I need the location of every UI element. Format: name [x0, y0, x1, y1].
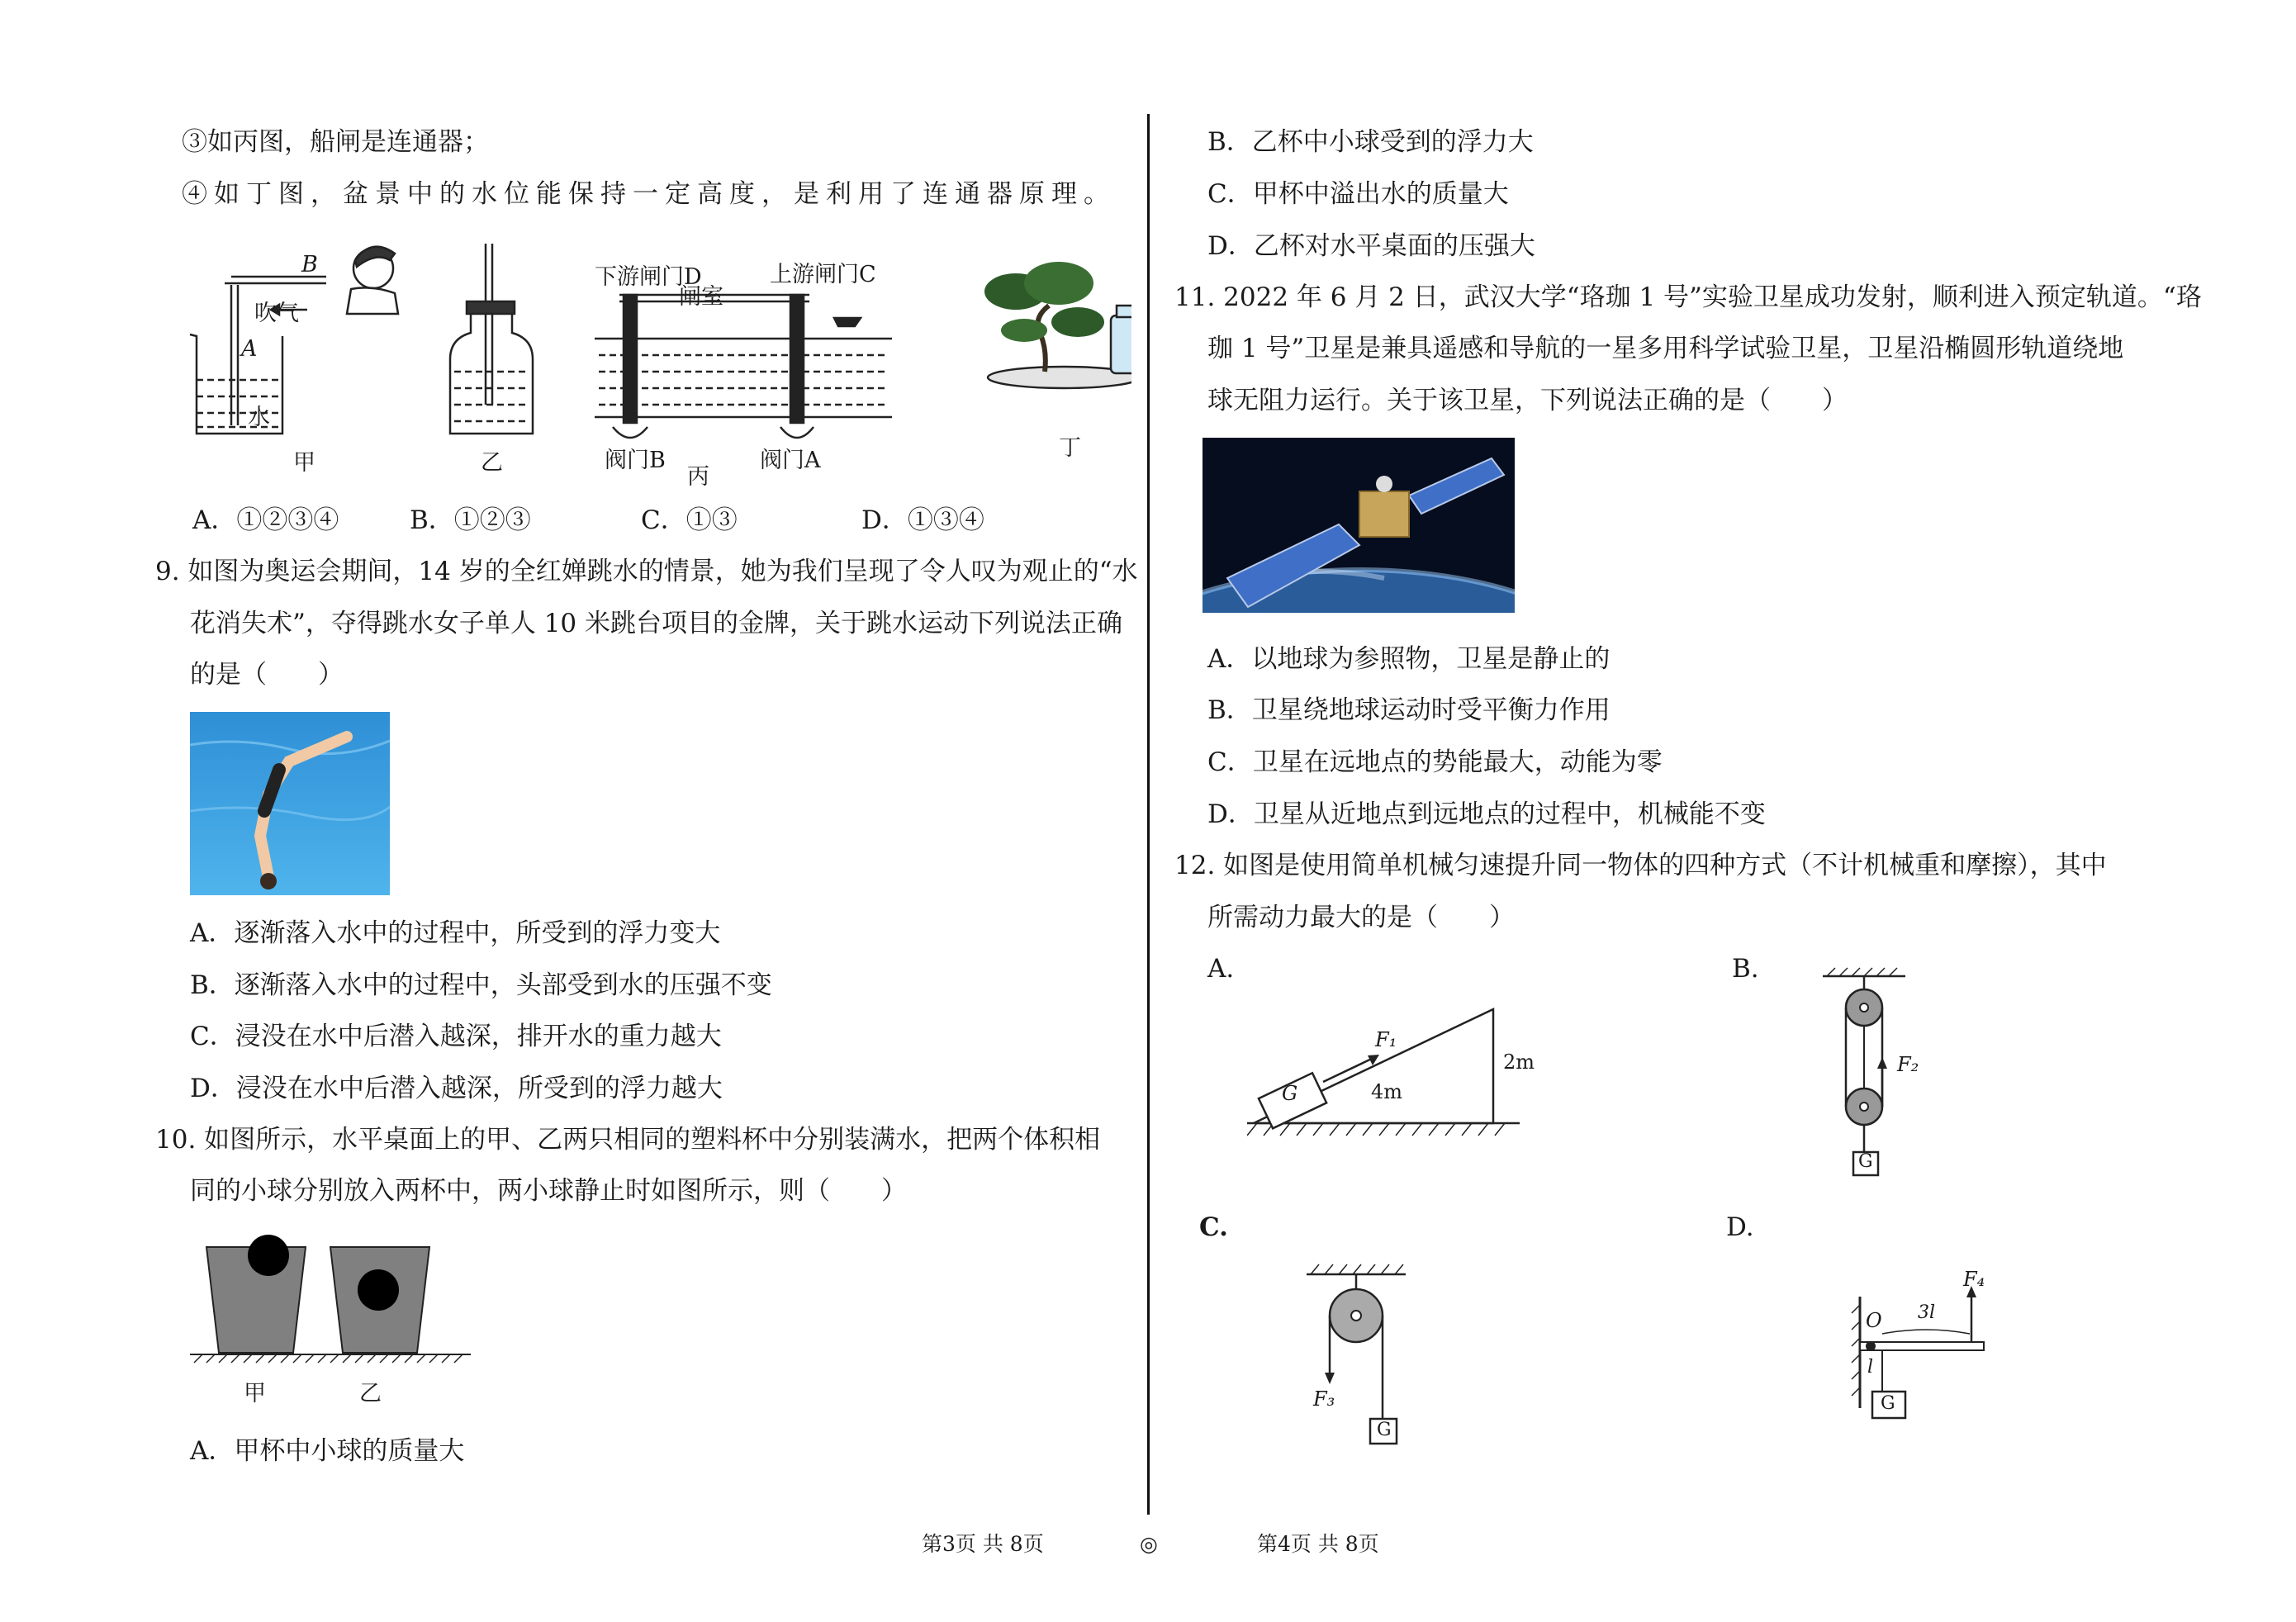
fixed-pulley-force-f3: F₃ — [1313, 1387, 1335, 1411]
incline-g: G — [1282, 1082, 1298, 1105]
satellite-photo — [1203, 438, 1515, 613]
q11-line-1: 11. 2022 年 6 月 2 日，武汉大学“珞珈 1 号”实验卫星成功发射，顺利进入预定轨道。“珞 — [1174, 282, 2202, 312]
q12-line-1: 12. 如图是使用简单机械匀速提升同一物体的四种方式（不计机械重和摩擦），其中 — [1174, 851, 2107, 880]
fig-bing-valve-a: 阀门A — [760, 448, 821, 473]
q12-line-2: 所需动力最大的是（ ） — [1207, 903, 1515, 932]
lever-short-arm: l — [1867, 1357, 1874, 1378]
q10-line-1: 10. 如图所示，水平桌面上的甲、乙两只相同的塑料杯中分别装满水，把两个体积相 — [155, 1125, 1101, 1155]
q12-label-b: B. — [1732, 954, 1759, 984]
q11-option-c: C．卫星在远地点的势能最大，动能为零 — [1207, 747, 1663, 777]
fig-bing-downstream: 下游闸门D — [595, 264, 702, 290]
pulley-block-figure — [1819, 966, 1959, 1198]
fig-jia-label-a: A — [241, 336, 258, 362]
lever-figure — [1848, 1268, 2013, 1429]
q9-option-d: D．浸没在水中后潜入越深，所受到的浮力越大 — [190, 1074, 723, 1103]
figure-yi — [450, 244, 533, 434]
q9-option-c: C．浸没在水中后潜入越深，排开水的重力越大 — [190, 1022, 722, 1051]
q9-option-b: B．逐渐落入水中的过程中，头部受到水的压强不变 — [190, 970, 772, 1000]
q8-item-3: ③如丙图，船闸是连通器； — [182, 127, 489, 157]
q11-line-2: 珈 1 号”卫星是兼具遥感和导航的一星多用科学试验卫星，卫星沿椭圆形轨道绕地 — [1207, 334, 2124, 363]
incline-slope-length: 4m — [1371, 1080, 1403, 1103]
fig-bing-chamber: 闸室 — [679, 284, 723, 310]
fig-caption-yi: 乙 — [481, 450, 503, 476]
lever-pivot-o: O — [1866, 1309, 1882, 1332]
cup-caption-jia: 甲 — [244, 1381, 266, 1406]
fig-caption-bing: 丙 — [687, 464, 709, 490]
q10-option-c: C．甲杯中溢出水的质量大 — [1207, 179, 1509, 209]
q9-line-1: 9. 如图为奥运会期间，14 岁的全红婵跳水的情景，她为我们呈现了令人叹为观止的“水 — [155, 557, 1138, 586]
incline-figure — [1247, 999, 1544, 1144]
q10-line-2: 同的小球分别放入两杯中，两小球静止时如图所示，则（ ） — [190, 1176, 907, 1206]
pulley-block-force-f2: F₂ — [1897, 1053, 1919, 1076]
figure-ding — [984, 262, 1131, 388]
q12-label-a: A. — [1207, 954, 1235, 984]
q11-option-a: A．以地球为参照物，卫星是静止的 — [1207, 644, 1611, 674]
footer-left-page: 第3页 共 8页 — [922, 1532, 1044, 1556]
q12-label-d: D. — [1726, 1212, 1754, 1242]
q9-line-2: 花消失术”，夺得跳水女子单人 10 米跳台项目的金牌，关于跳水运动下列说法正确 — [190, 609, 1122, 638]
q9-option-a: A．逐渐落入水中的过程中，所受到的浮力变大 — [190, 918, 721, 948]
fig-jia-label-water: 水 — [248, 405, 270, 430]
incline-force-f1: F₁ — [1375, 1028, 1397, 1051]
fig-bing-upstream: 上游闸门C — [770, 262, 876, 287]
q8-option-a: A．①②③④ — [192, 505, 339, 535]
fig-caption-ding: 丁 — [1059, 435, 1081, 461]
cup-caption-yi: 乙 — [359, 1381, 382, 1406]
fig-bing-valve-b: 阀门B — [605, 448, 666, 473]
diver-photo — [190, 712, 390, 895]
q10-option-b: B．乙杯中小球受到的浮力大 — [1207, 127, 1534, 157]
fig-jia-label-b: B — [301, 252, 318, 277]
q11-line-3: 球无阻力运行。关于该卫星，下列说法正确的是（ ） — [1207, 386, 1848, 415]
q10-option-a: A．甲杯中小球的质量大 — [190, 1436, 465, 1466]
q11-option-d: D．卫星从近地点到远地点的过程中，机械能不变 — [1207, 799, 1766, 829]
q8-figure — [182, 235, 1131, 491]
q8-option-c: C．①③ — [641, 505, 738, 535]
fixed-pulley-figure — [1298, 1262, 1439, 1464]
lever-long-arm: 3l — [1918, 1302, 1936, 1323]
footer-symbol: ◎ — [1140, 1532, 1158, 1556]
fixed-pulley-g: G — [1377, 1420, 1392, 1440]
lever-g: G — [1881, 1393, 1895, 1414]
figure-jia — [190, 247, 398, 434]
footer-right-page: 第4页 共 8页 — [1257, 1532, 1379, 1556]
q10-option-d: D．乙杯对水平桌面的压强大 — [1207, 231, 1535, 261]
incline-height: 2m — [1503, 1051, 1535, 1074]
column-divider — [1147, 114, 1150, 1515]
cups-figure — [190, 1231, 479, 1420]
q8-item-4: ④如丁图，盆景中的水位能保持一定高度，是利用了连通器原理。 — [182, 179, 1116, 209]
q9-line-3: 的是（ ） — [190, 660, 344, 690]
figure-bing — [595, 295, 892, 438]
lever-force-f4: F₄ — [1963, 1268, 1985, 1291]
fig-caption-jia: 甲 — [293, 450, 315, 476]
pulley-block-g: G — [1858, 1151, 1873, 1172]
fig-jia-label-blow: 吹气 — [254, 301, 299, 326]
q8-option-d: D．①③④ — [861, 505, 984, 535]
q12-label-c: C. — [1199, 1212, 1228, 1242]
q11-option-b: B．卫星绕地球运动时受平衡力作用 — [1207, 695, 1611, 725]
q8-option-b: B．①②③ — [410, 505, 531, 535]
